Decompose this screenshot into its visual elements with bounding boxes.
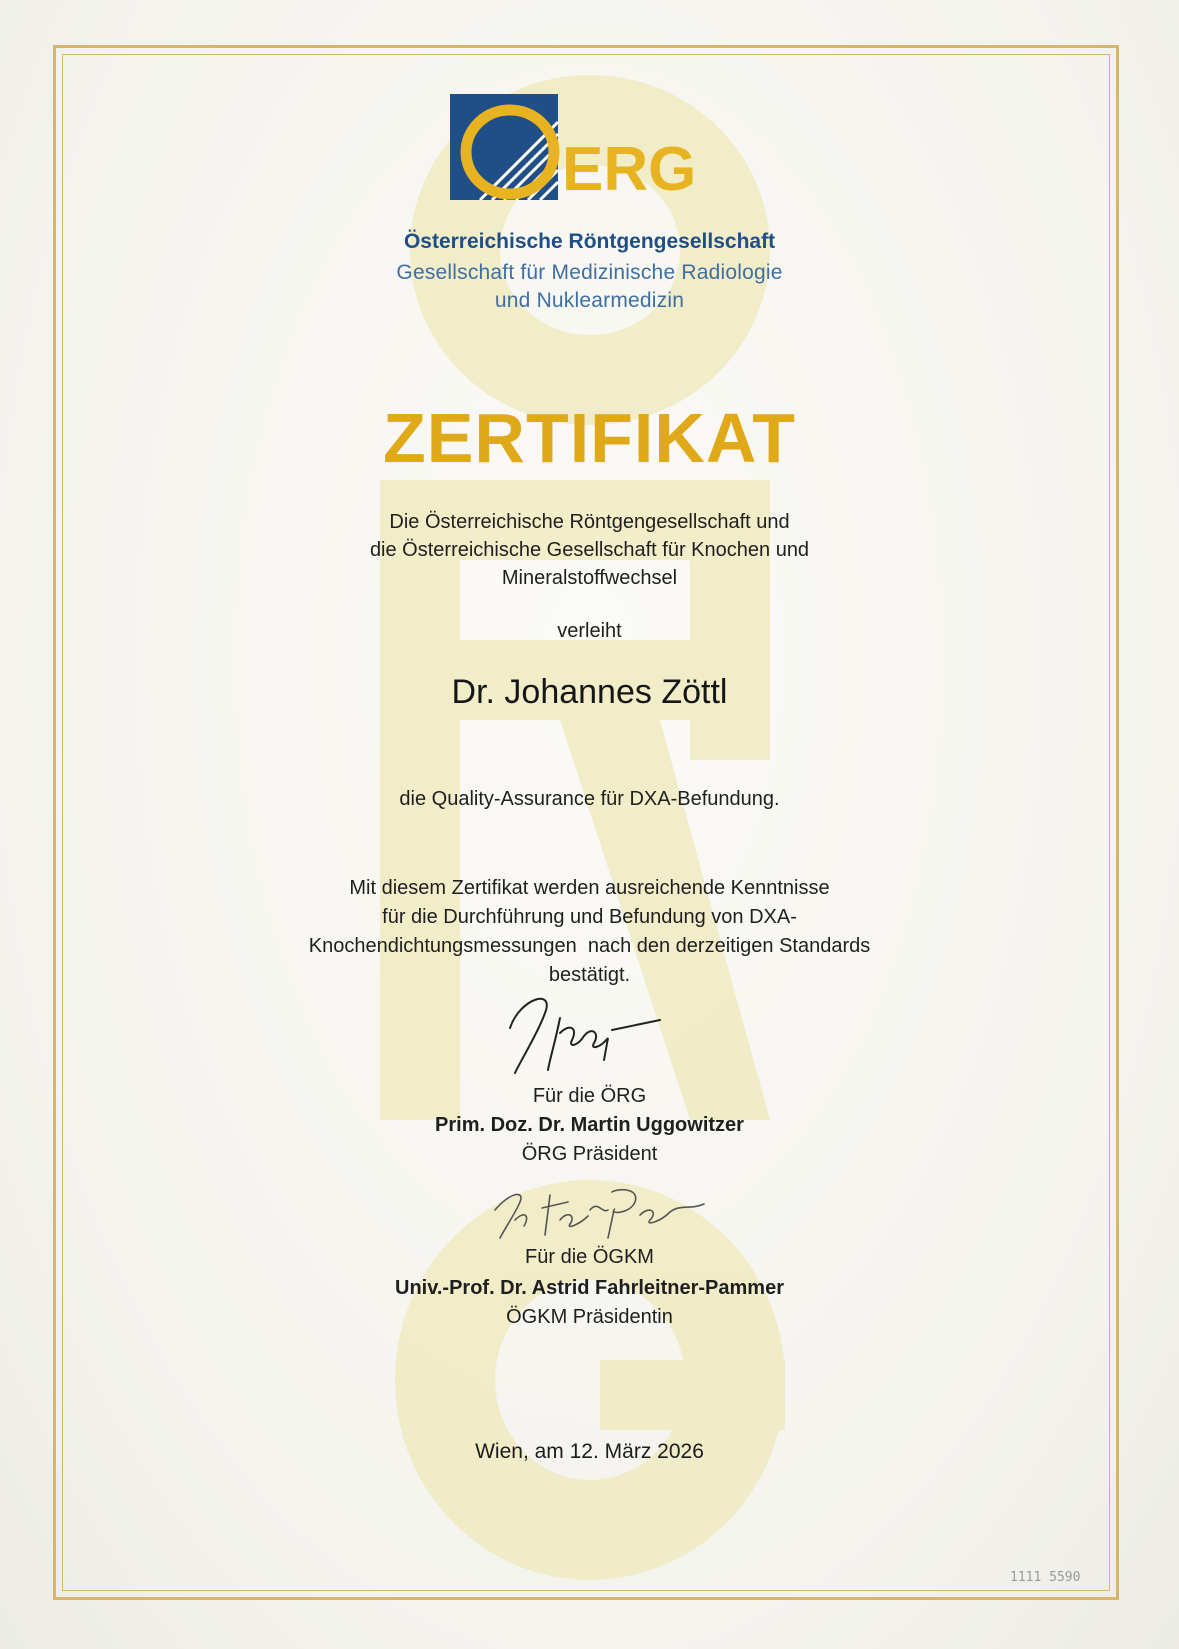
intro-line-2: die Österreichische Gesellschaft für Knochen und — [369, 539, 810, 561]
statement-line-2: für die Durchführung und Befundung von DXA- — [382, 906, 797, 928]
intro-line-1: Die Österreichische Röntgengesellschaft und — [389, 511, 790, 533]
logo-erg-text: ERG — [562, 135, 697, 204]
signature-uggowitzer — [500, 988, 680, 1078]
signatory-2-role: ÖGKM Präsidentin — [506, 1306, 673, 1328]
signature-fahrleitner-pammer — [490, 1180, 710, 1250]
recipient-name: Dr. Johannes Zöttl — [451, 673, 728, 711]
corner-serial-mark: 1111 5590 — [1010, 1570, 1081, 1585]
statement-line-4: bestätigt. — [548, 964, 631, 986]
organization-name: Österreichische Röntgengesellschaft — [403, 230, 776, 253]
place-and-date: Wien, am 12. März 2026 — [475, 1440, 704, 1463]
awards-verb: verleiht — [557, 620, 622, 642]
signatory-1-role: ÖRG Präsident — [521, 1143, 658, 1165]
intro-line-3: Mineralstoffwechsel — [501, 567, 678, 589]
oerg-logo — [450, 94, 720, 206]
statement-line-1: Mit diesem Zertifikat werden ausreichende Kenntnisse — [349, 877, 830, 899]
signatory-2-for: Für die ÖGKM — [525, 1246, 654, 1268]
signatory-1-name: Prim. Doz. Dr. Martin Uggowitzer — [435, 1114, 744, 1136]
certificate-title: ZERTIFIKAT — [382, 399, 797, 477]
qualification-text: die Quality-Assurance für DXA-Befundung. — [399, 788, 780, 810]
organization-subtitle-line2: und Nuklearmedizin — [494, 289, 685, 312]
organization-subtitle-line1: Gesellschaft für Medizinische Radiologie — [396, 261, 783, 284]
statement-line-3: Knochendichtungsmessungen nach den derzeitigen Standards — [308, 935, 871, 957]
signatory-1-for: Für die ÖRG — [532, 1085, 647, 1107]
signatory-2-name: Univ.-Prof. Dr. Astrid Fahrleitner-Pammer — [395, 1277, 784, 1299]
